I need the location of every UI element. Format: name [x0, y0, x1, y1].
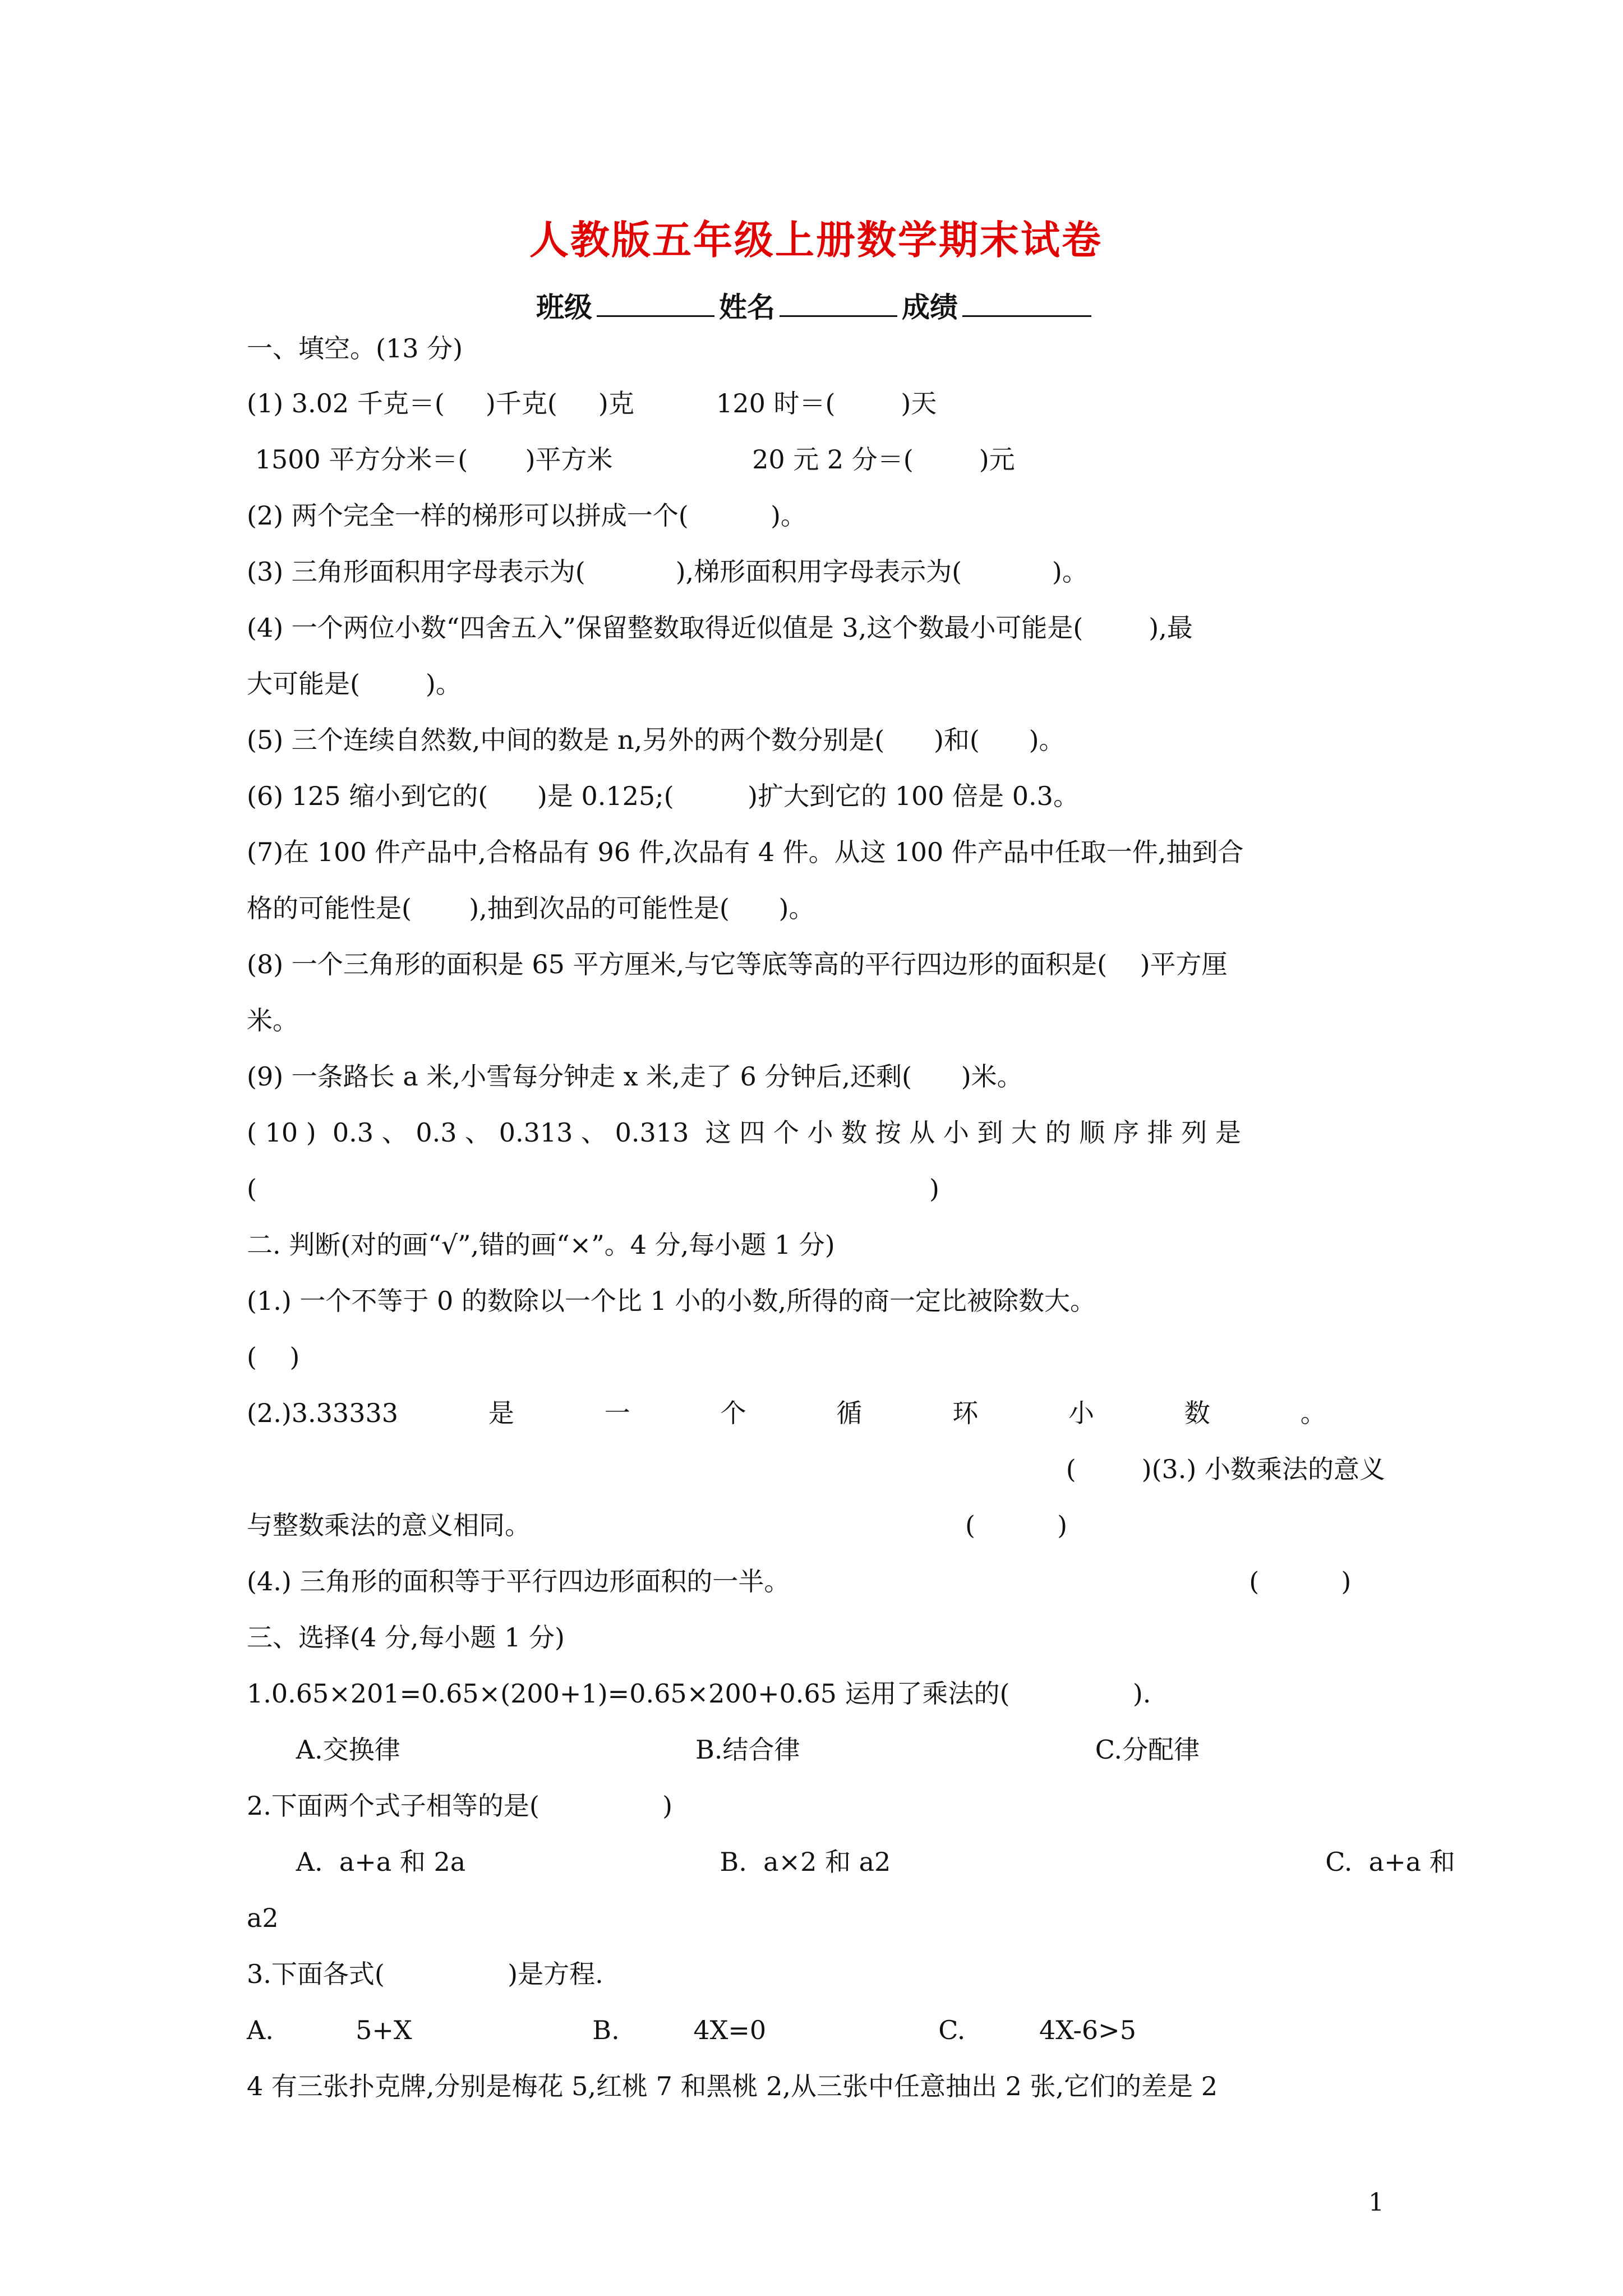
- choice-3: 3.下面各式( )是方程.: [247, 1959, 603, 1989]
- question-1b: 1500 平方分米＝( )平方米 20 元 2 分＝( )元: [247, 444, 1015, 475]
- question-10b: ( ): [247, 1174, 939, 1204]
- score-label: 成绩: [902, 291, 958, 324]
- question-7b: 格的可能性是( ),抽到次品的可能性是( )。: [247, 893, 815, 923]
- section-fill-blank-heading: 一、填空。(13 分): [247, 333, 463, 364]
- section-true-false-heading: 二. 判断(对的画“√”,错的画“×”。4 分,每小题 1 分): [247, 1230, 835, 1260]
- judgement-3: 与整数乘法的意义相同。 ( ): [247, 1510, 1068, 1540]
- question-1a: (1) 3.02 千克＝( )千克( )克 120 时＝( )天: [247, 388, 937, 418]
- section-choice-heading: 三、选择(4 分,每小题 1 分): [247, 1622, 565, 1653]
- choice-4: 4 有三张扑克牌,分别是梅花 5,红桃 7 和黑桃 2,从三张中任意抽出 2 张,它们的差是 2: [247, 2071, 1218, 2101]
- question-9: (9) 一条路长 a 米,小雪每分钟走 x 米,走了 6 分钟后,还剩( )米。: [247, 1061, 1023, 1092]
- score-blank: [962, 287, 1091, 317]
- question-8b: 米。: [247, 1005, 298, 1036]
- judgement-2b: ( )(3.) 小数乘法的意义: [1066, 1454, 1385, 1484]
- page-number: 1: [1368, 2188, 1384, 2217]
- question-2: (2) 两个完全一样的梯形可以拼成一个( )。: [247, 500, 806, 531]
- student-info-line: [247, 287, 1385, 324]
- choice-1-options: A.交换律 B.结合律 C.分配律: [247, 1734, 1200, 1765]
- class-label: 班级: [536, 291, 592, 324]
- page-title: 人教版五年级上册数学期末试卷: [529, 217, 1103, 263]
- question-6: (6) 125 缩小到它的( )是 0.125;( )扩大到它的 100 倍是 0.3。: [247, 781, 1079, 811]
- name-label: 姓名: [719, 291, 775, 324]
- choice-2-options-cont: a2: [247, 1903, 279, 1933]
- judgement-4: (4.) 三角形的面积等于平行四边形面积的一半。 ( ): [247, 1566, 1352, 1596]
- question-3: (3) 三角形面积用字母表示为( ),梯形面积用字母表示为( )。: [247, 556, 1088, 587]
- judgement-1a: (1.) 一个不等于 0 的数除以一个比 1 小的小数,所得的商一定比被除数大。: [247, 1286, 1096, 1316]
- choice-2: 2.下面两个式子相等的是( ): [247, 1791, 673, 1821]
- class-blank: [597, 287, 714, 317]
- choice-3-options: A. 5+X B. 4X=0 C. 4X-6>5: [247, 2015, 1136, 2045]
- judgement-1b: ( ): [247, 1342, 300, 1372]
- judgement-2a: (2.)3.33333 是 一 个 循 环 小 数 。: [247, 1398, 1326, 1428]
- choice-2-options: A. a+a 和 2a B. a×2 和 a2 C. a+a 和: [247, 1847, 1455, 1877]
- name-blank: [780, 287, 897, 317]
- question-4b: 大可能是( )。: [247, 669, 462, 699]
- question-10a: ( 10 ) 0.3 、 0.3 、 0.313 、 0.313 这 四 个 小 数 按 从 小 到 大 的 顺 序 排 列 是: [247, 1117, 1241, 1148]
- question-8a: (8) 一个三角形的面积是 65 平方厘米,与它等底等高的平行四边形的面积是( )平方厘: [247, 949, 1228, 979]
- question-7a: (7)在 100 件产品中,合格品有 96 件,次品有 4 件。从这 100 件产品中任取一件,抽到合: [247, 837, 1244, 867]
- choice-1: 1.0.65×201=0.65×(200+1)=0.65×200+0.65 运用了乘法的( ).: [247, 1678, 1151, 1709]
- question-5: (5) 三个连续自然数,中间的数是 n,另外的两个数分别是( )和( )。: [247, 725, 1065, 755]
- question-4a: (4) 一个两位小数“四舍五入”保留整数取得近似值是 3,这个数最小可能是( ),最: [247, 613, 1193, 643]
